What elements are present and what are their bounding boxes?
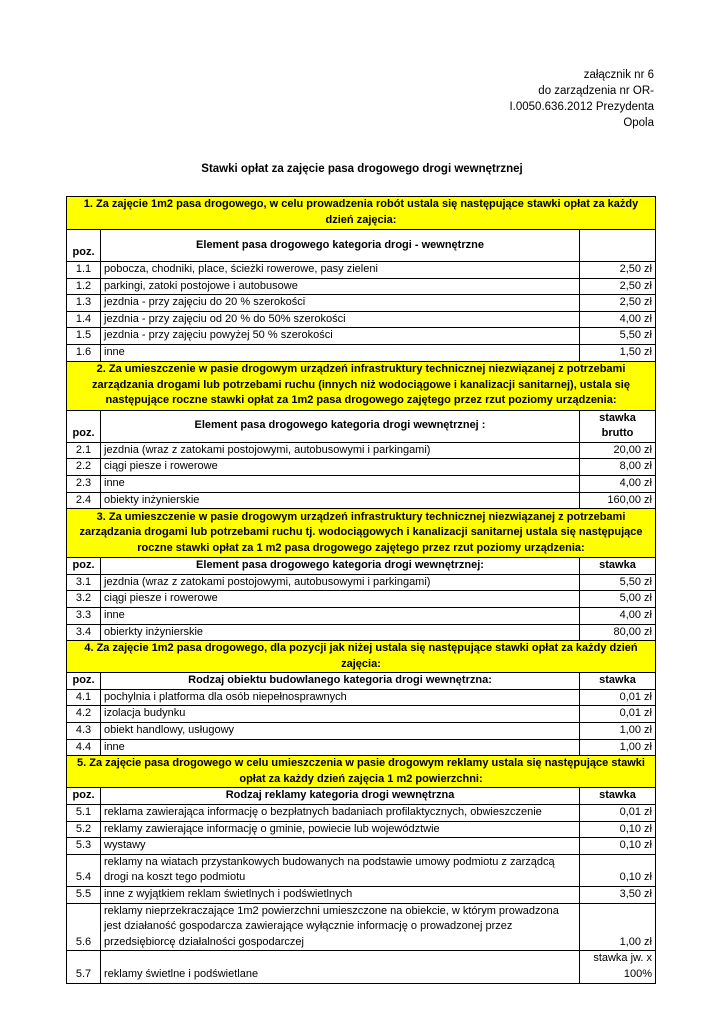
row-rate: 0,10 zł: [580, 838, 656, 855]
column-element: Element pasa drogowego kategoria drogi wewnętrznej:: [101, 558, 580, 575]
table-row: [67, 278, 656, 295]
section-heading: 4. Za zajęcie 1m2 pasa drogowego, dla pozycji jak niżej ustala się następujące stawki opłat za każdy dzień zajęcia:: [67, 641, 656, 673]
row-description: wystawy: [101, 838, 580, 855]
row-poz: 5.1: [67, 805, 101, 822]
row-rate: 0,01 zł: [580, 805, 656, 822]
row-description: reklama zawierająca informację o bezpłatnych badaniach profilaktycznych, obwieszczenie: [101, 805, 580, 822]
section-heading-row: [67, 756, 656, 788]
table-row: [67, 295, 656, 312]
table-row: [67, 328, 656, 345]
row-poz: 3.1: [67, 574, 101, 591]
row-rate: 0,01 zł: [580, 706, 656, 723]
row-description: jezdnia (wraz z zatokami postojowymi, autobusowymi i parkingami): [101, 574, 580, 591]
section-heading: 3. Za umieszczenie w pasie drogowym urządzeń infrastruktury technicznej niezwiązanej z potrzebami zarządzania drogami lub potrzebami ruchu tj. wodociągowych i kanalizacji sanitarnej ustala się następujące roczne stawki opłat za 1 m2 pasa drogowego zajętego przez rzut poziomy urządzenia:: [67, 509, 656, 558]
row-poz: 1.1: [67, 262, 101, 279]
row-description: obierkty inżynierskie: [101, 624, 580, 641]
table-row: [67, 723, 656, 740]
row-rate: 0,10 zł: [580, 854, 656, 886]
header-line: I.0050.636.2012 Prezydenta: [509, 101, 654, 113]
row-poz: 3.2: [67, 591, 101, 608]
table-row: [67, 574, 656, 591]
row-rate: 1,00 zł: [580, 723, 656, 740]
table-row: [67, 624, 656, 641]
row-description: reklamy zawierające informację o gminie, powiecie lub województwie: [101, 821, 580, 838]
section-heading-row: [67, 361, 656, 410]
row-poz: 5.3: [67, 838, 101, 855]
row-rate: 1,00 zł: [580, 739, 656, 756]
column-header-row: [67, 788, 656, 805]
row-poz: 1.4: [67, 311, 101, 328]
table-row: [67, 903, 656, 951]
column-rate: [580, 230, 656, 262]
row-description: inne: [101, 739, 580, 756]
column-element: Element pasa drogowego kategoria drogi - wewnętrzne: [101, 230, 580, 262]
row-rate: 0,10 zł: [580, 821, 656, 838]
document-title: Stawki opłat za zajęcie pasa drogowego drogi wewnętrznej: [201, 163, 523, 175]
table-row: [67, 459, 656, 476]
column-poz: poz.: [67, 410, 101, 442]
header-line: załącznik nr 6: [583, 69, 654, 81]
row-rate: 4,00 zł: [580, 475, 656, 492]
row-poz: 2.2: [67, 459, 101, 476]
row-poz: 1.5: [67, 328, 101, 345]
row-description: pochylnia i platforma dla osób niepełnosprawnych: [101, 689, 580, 706]
row-description: inne: [101, 344, 580, 361]
table-row: [67, 706, 656, 723]
column-header-row: [67, 410, 656, 442]
row-rate: 1,00 zł: [580, 903, 656, 951]
row-description: jezdnia (wraz z zatokami postojowymi, autobusowymi i parkingami): [101, 442, 580, 459]
row-description: ciągi piesze i rowerowe: [101, 591, 580, 608]
row-poz: 1.6: [67, 344, 101, 361]
row-description: parkingi, zatoki postojowe i autobusowe: [101, 278, 580, 295]
column-rate: stawka: [580, 673, 656, 690]
row-description: pobocza, chodniki, place, ścieżki rowerowe, pasy zieleni: [101, 262, 580, 279]
row-rate: 160,00 zł: [580, 492, 656, 509]
column-header-row: [67, 230, 656, 262]
row-poz: 2.1: [67, 442, 101, 459]
table-row: [67, 591, 656, 608]
section-heading-row: [67, 197, 656, 230]
row-description: jezdnia - przy zajęciu od 20 % do 50% szerokości: [101, 311, 580, 328]
row-poz: 2.3: [67, 475, 101, 492]
row-rate: 2,50 zł: [580, 278, 656, 295]
row-description: ciągi piesze i rowerowe: [101, 459, 580, 476]
row-rate: 4,00 zł: [580, 311, 656, 328]
table-row: [67, 475, 656, 492]
row-rate: 3,50 zł: [580, 887, 656, 904]
table-row: [67, 311, 656, 328]
row-poz: 3.4: [67, 624, 101, 641]
table-row: [67, 805, 656, 822]
table-row: [67, 442, 656, 459]
row-poz: 5.7: [67, 951, 101, 983]
row-description: jezdnia - przy zajęciu do 20 % szerokości: [101, 295, 580, 312]
column-element: Rodzaj obiektu budowlanego kategoria drogi wewnętrzna:: [101, 673, 580, 690]
column-rate: stawka brutto: [580, 410, 656, 442]
column-poz: poz.: [67, 558, 101, 575]
row-poz: 1.3: [67, 295, 101, 312]
table-row: [67, 607, 656, 624]
row-poz: 5.5: [67, 887, 101, 904]
row-poz: 4.4: [67, 739, 101, 756]
section-heading: 5. Za zajęcie pasa drogowego w celu umieszczenia w pasie drogowym reklamy ustala się następujące stawki opłat za każdy dzień zajęcia 1 m2 powierzchni:: [67, 756, 656, 788]
header-line: do zarządzenia nr OR-: [538, 85, 654, 97]
column-poz: poz.: [67, 230, 101, 262]
row-poz: 4.1: [67, 689, 101, 706]
row-rate: 2,50 zł: [580, 295, 656, 312]
row-poz: 3.3: [67, 607, 101, 624]
row-rate: 0,01 zł: [580, 689, 656, 706]
row-rate: 1,50 zł: [580, 344, 656, 361]
row-description: obiekt handlowy, usługowy: [101, 723, 580, 740]
rates-table: [66, 196, 656, 984]
row-rate: 5,50 zł: [580, 574, 656, 591]
table-row: [67, 344, 656, 361]
row-poz: 4.2: [67, 706, 101, 723]
column-header-row: [67, 673, 656, 690]
column-header-row: [67, 558, 656, 575]
row-description: inne: [101, 607, 580, 624]
row-rate: stawka jw. x 100%: [580, 951, 656, 983]
table-row: [67, 838, 656, 855]
table-row: [67, 887, 656, 904]
column-rate: stawka: [580, 558, 656, 575]
row-description: reklamy nieprzekraczające 1m2 powierzchni umieszczone na obiekcie, w którym prowadzona jest działaność gospodarcza zawierające wyłącznie informację o prowadzonej przez przedsiębiorcę działalności gospodarczej: [101, 903, 580, 951]
row-description: izolacja budynku: [101, 706, 580, 723]
table-row: [67, 854, 656, 886]
document-header: [509, 67, 654, 131]
row-poz: 5.6: [67, 903, 101, 951]
table-row: [67, 262, 656, 279]
row-description: inne z wyjątkiem reklam świetlnych i podświetlnych: [101, 887, 580, 904]
row-poz: 5.4: [67, 854, 101, 886]
column-rate: stawka: [580, 788, 656, 805]
header-line: Opola: [623, 117, 654, 129]
section-heading: 2. Za umieszczenie w pasie drogowym urządzeń infrastruktury technicznej niezwiązanej z potrzebami zarządzania drogami lub potrzebami ruchu (innych niż wodociągowe i kanalizacji sanitarnej), ustala się następujące roczne stawki opłat za 1m2 pasa drogowego zajętego przez rzut poziomy urządzenia:: [67, 361, 656, 410]
table-row: [67, 951, 656, 983]
column-poz: poz.: [67, 673, 101, 690]
table-row: [67, 821, 656, 838]
section-heading-row: [67, 509, 656, 558]
row-rate: 8,00 zł: [580, 459, 656, 476]
row-rate: 20,00 zł: [580, 442, 656, 459]
row-rate: 5,00 zł: [580, 591, 656, 608]
row-description: inne: [101, 475, 580, 492]
row-rate: 5,50 zł: [580, 328, 656, 345]
table-row: [67, 739, 656, 756]
column-poz: poz.: [67, 788, 101, 805]
table-row: [67, 689, 656, 706]
table-row: [67, 492, 656, 509]
row-description: jezdnia - przy zajęciu powyżej 50 % szerokości: [101, 328, 580, 345]
row-poz: 1.2: [67, 278, 101, 295]
row-description: reklamy świetlne i podświetlane: [101, 951, 580, 983]
column-element: Rodzaj reklamy kategoria drogi wewnętrzna: [101, 788, 580, 805]
row-description: reklamy na wiatach przystankowych budowanych na podstawie umowy podmiotu z zarządcą drogi na koszt tego podmiotu: [101, 854, 580, 886]
row-rate: 4,00 zł: [580, 607, 656, 624]
row-poz: 2.4: [67, 492, 101, 509]
row-rate: 80,00 zł: [580, 624, 656, 641]
row-poz: 5.2: [67, 821, 101, 838]
section-heading-row: [67, 641, 656, 673]
row-poz: 4.3: [67, 723, 101, 740]
column-element: Element pasa drogowego kategoria drogi wewnętrznej :: [101, 410, 580, 442]
section-heading: 1. Za zajęcie 1m2 pasa drogowego, w celu prowadzenia robót ustala się następujące stawki opłat za każdy dzień zajęcia:: [67, 197, 656, 230]
row-description: obiekty inżynierskie: [101, 492, 580, 509]
row-rate: 2,50 zł: [580, 262, 656, 279]
